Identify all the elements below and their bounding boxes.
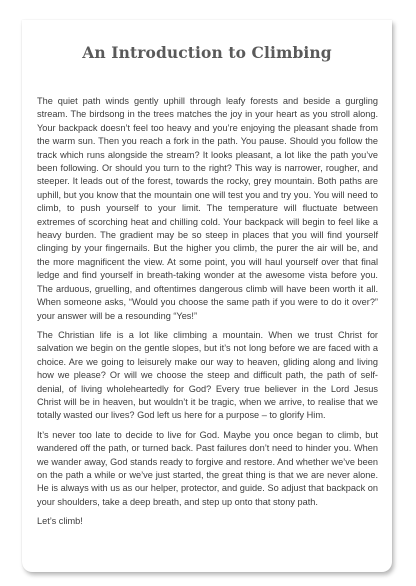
document-page <box>22 20 392 572</box>
paragraph-never-too-late: It’s never too late to decide to live for God. Maybe you once began to climb, but wandered off the path, or turned back. Past failures don’t need to hinder you. When we wander away, God stands ready to forgive and restore. And whether we’ve been on the path a while or we’ve just started, the great thing is that we are never alone. He is always with us as our helper, protector, and guide. So adjust that backpack on your shoulders, take a deep breath, and step up onto that stony path. <box>37 429 378 507</box>
paragraph-lets-climb: Let’s climb! <box>37 516 83 527</box>
document-body <box>37 95 378 535</box>
paragraph-christian-life: The Christian life is a lot like climbing a mountain. When we trust Christ for salvation we begin on the gentle slopes, but it’s not long before we are faced with a choice. Are we going to leisurely make our way to heaven, gliding along and living how we please? Or will we choose the steep and difficult path, the path of self-denial, of living wholeheartedly for God? Every true believer in the Lord Jesus Christ will be in heaven, but wouldn’t it be tragic, when we arrive, to realise that we totally wasted our lives? God left us here for a purpose – to glorify Him. <box>37 329 378 421</box>
paragraph-mountain-path: The quiet path winds gently uphill through leafy forests and beside a gurgling stream. The birdsong in the trees matches the joy in your heart as you stroll along. Your backpack doesn’t feel too heavy and you’re enjoying the pleasant shade from the warm sun. Then you reach a fork in the path. You pause. Should you follow the track which runs alongside the stream? It looks pleasant, a lot like the path you’ve been following. Or should you turn to the right? This way is narrower, rougher, and steeper. It leads out of the forest, towards the rocky, grey mountain. Both paths are uphill, but you know that the mountain one will test you and try you. You will need to climb, to push yourself to your limit. The temperature will fluctuate between extremes of scorching heat and chilling cold. Your backpack will begin to feel like a heavy burden. The gradient may be so steep in places that you will find yourself clinging by your fingernails. But the higher you climb, the purer the air will be, and the more magnificent the view. At some point, you will haul yourself over that final ledge and find yourself in breath-taking wonder at the awesome vista before you. The arduous, gruelling, and oftentimes dangerous climb will have been worth it all. When someone asks, “Would you choose the same path if you were to do it over?” your answer will be a resounding “Yes!” <box>37 96 378 321</box>
page-title: An Introduction to Climbing <box>82 43 332 62</box>
